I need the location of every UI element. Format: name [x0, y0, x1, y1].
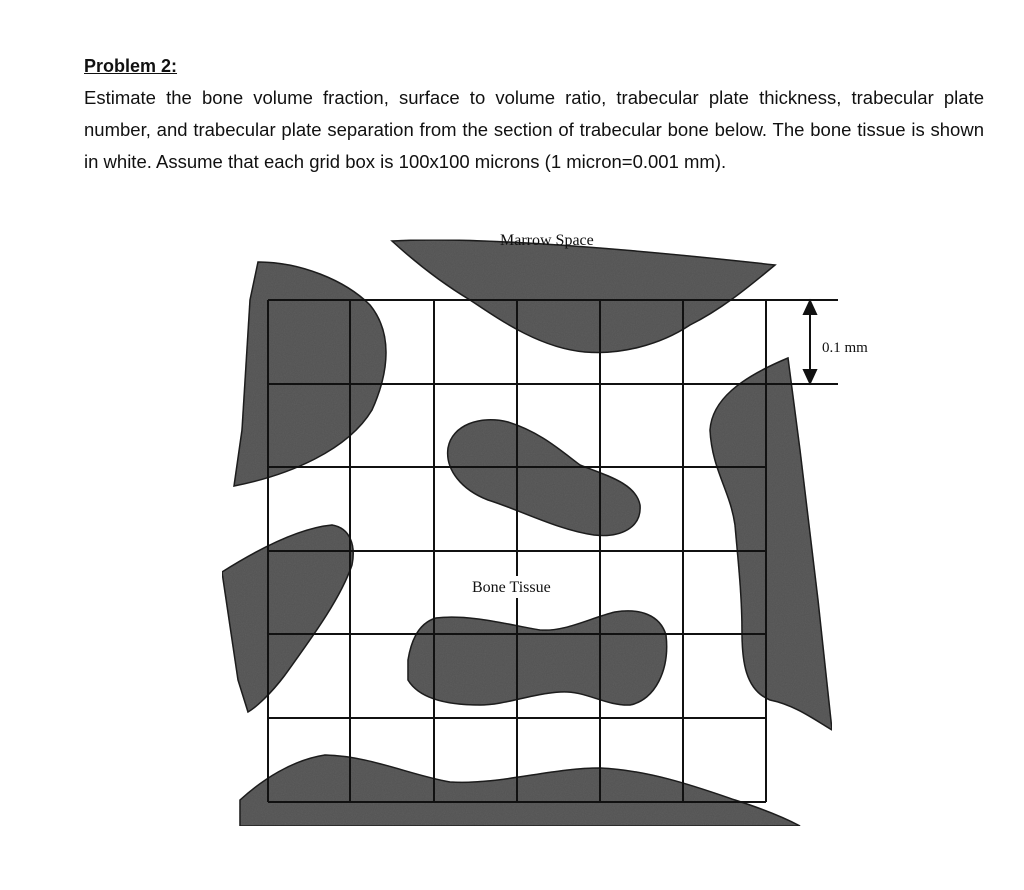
marrow-region-lower-center [408, 611, 667, 705]
marrow-region-bottom [240, 755, 800, 826]
marrow-space-label: Marrow Space [500, 232, 594, 249]
scale-arrow-head-down [804, 370, 816, 383]
marrow-region-left-top [234, 262, 386, 486]
scale-bar [804, 301, 816, 383]
marrow-regions [222, 240, 832, 826]
problem-title: Problem 2: [84, 56, 178, 76]
scale-arrow-head-up [804, 301, 816, 314]
scale-label: 0.1 mm [822, 340, 868, 356]
marrow-region-center [448, 420, 640, 536]
marrow-region-top [392, 240, 775, 353]
problem-text: Estimate the bone volume fraction, surface to volume ratio, trabecular plate thickness, trabecular plate number, and trabecular plate separation from the section of trabecular bone below. The bone tissue is shown in white. Assume that each grid box is 100x100 microns (1 micron=0.001 mm). [84, 87, 984, 172]
marrow-region-right [710, 358, 832, 730]
bone-tissue-label: Bone Tissue [472, 579, 551, 596]
marrow-region-left-mid [222, 525, 353, 712]
